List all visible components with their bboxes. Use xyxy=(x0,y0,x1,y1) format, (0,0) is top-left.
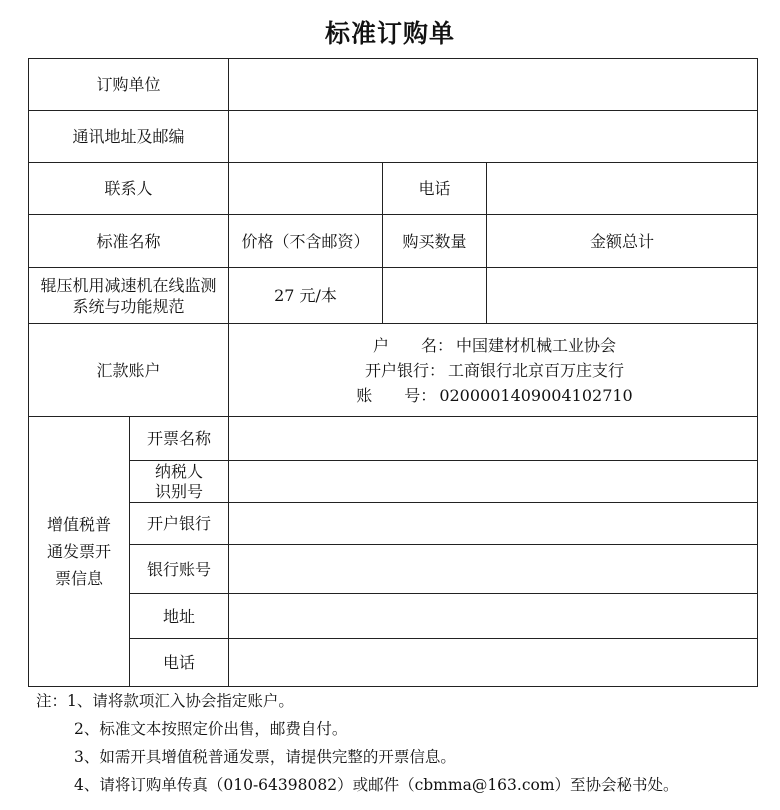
account-number-value: 0200001409004102710 xyxy=(439,385,633,405)
row-taxpayer-id xyxy=(29,461,758,503)
phone-label: 电话 xyxy=(383,163,487,215)
quantity-header: 购买数量 xyxy=(383,215,487,268)
account-name-label: 户 名： xyxy=(373,335,454,355)
note-item-4: 4、请将订购单传真（010-64398082）或邮件（cbmma@163.com）至协会秘书处。 xyxy=(74,776,679,794)
row-invoice-address xyxy=(29,594,758,639)
invoice-phone-label: 电话 xyxy=(130,639,229,687)
order-form-table xyxy=(28,58,758,687)
price-header: 价格（不含邮资） xyxy=(229,215,383,268)
price-value: 27 元/本 xyxy=(229,268,383,324)
taxpayer-id-field[interactable] xyxy=(229,461,758,503)
invoice-bank-label: 开户银行 xyxy=(130,503,229,545)
row-headers xyxy=(29,215,758,268)
invoice-account-field[interactable] xyxy=(229,545,758,594)
taxpayer-id-label: 纳税人识别号 xyxy=(130,461,229,503)
invoice-bank-field[interactable] xyxy=(229,503,758,545)
note-item-2: 2、标准文本按照定价出售，邮费自付。 xyxy=(74,720,348,738)
account-number-line xyxy=(235,383,751,408)
standard-name-value: 辊压机用减速机在线监测系统与功能规范 xyxy=(29,268,229,324)
invoice-section-label: 增值税普通发票开票信息 xyxy=(29,417,130,687)
contact-field[interactable] xyxy=(229,163,383,215)
row-contact xyxy=(29,163,758,215)
address-label: 通讯地址及邮编 xyxy=(29,111,229,163)
account-label: 汇款账户 xyxy=(29,324,229,417)
invoice-account-label: 银行账号 xyxy=(130,545,229,594)
ordering-unit-field[interactable] xyxy=(229,59,758,111)
quantity-field[interactable] xyxy=(383,268,487,324)
contact-label: 联系人 xyxy=(29,163,229,215)
total-field[interactable] xyxy=(487,268,758,324)
ordering-unit-label: 订购单位 xyxy=(29,59,229,111)
notes-prefix: 注： xyxy=(36,692,68,710)
address-field[interactable] xyxy=(229,111,758,163)
row-address xyxy=(29,111,758,163)
invoice-phone-field[interactable] xyxy=(229,639,758,687)
note-item-1: 注：1、请将款项汇入协会指定账户。 xyxy=(36,692,294,710)
notes-section xyxy=(36,687,766,799)
account-bank-value: 工商银行北京百万庄支行 xyxy=(448,360,625,380)
row-invoice-phone xyxy=(29,639,758,687)
account-info xyxy=(229,324,758,417)
note-item-3: 3、如需开具增值税普通发票，请提供完整的开票信息。 xyxy=(74,748,456,766)
account-bank-line xyxy=(235,358,751,383)
account-number-label: 账 号： xyxy=(356,385,437,405)
row-invoice-account xyxy=(29,545,758,594)
account-bank-label: 开户银行： xyxy=(365,360,446,380)
total-header: 金额总计 xyxy=(487,215,758,268)
invoice-name-field[interactable] xyxy=(229,417,758,461)
standard-name-header: 标准名称 xyxy=(29,215,229,268)
row-ordering-unit xyxy=(29,59,758,111)
row-account xyxy=(29,324,758,417)
invoice-address-field[interactable] xyxy=(229,594,758,639)
page-title: 标准订购单 xyxy=(324,19,455,48)
invoice-address-label: 地址 xyxy=(130,594,229,639)
row-invoice-name xyxy=(29,417,758,461)
phone-field[interactable] xyxy=(487,163,758,215)
account-name-line xyxy=(235,333,751,358)
row-standard-item xyxy=(29,268,758,324)
row-invoice-bank xyxy=(29,503,758,545)
account-name-value: 中国建材机械工业协会 xyxy=(456,335,617,355)
invoice-name-label: 开票名称 xyxy=(130,417,229,461)
